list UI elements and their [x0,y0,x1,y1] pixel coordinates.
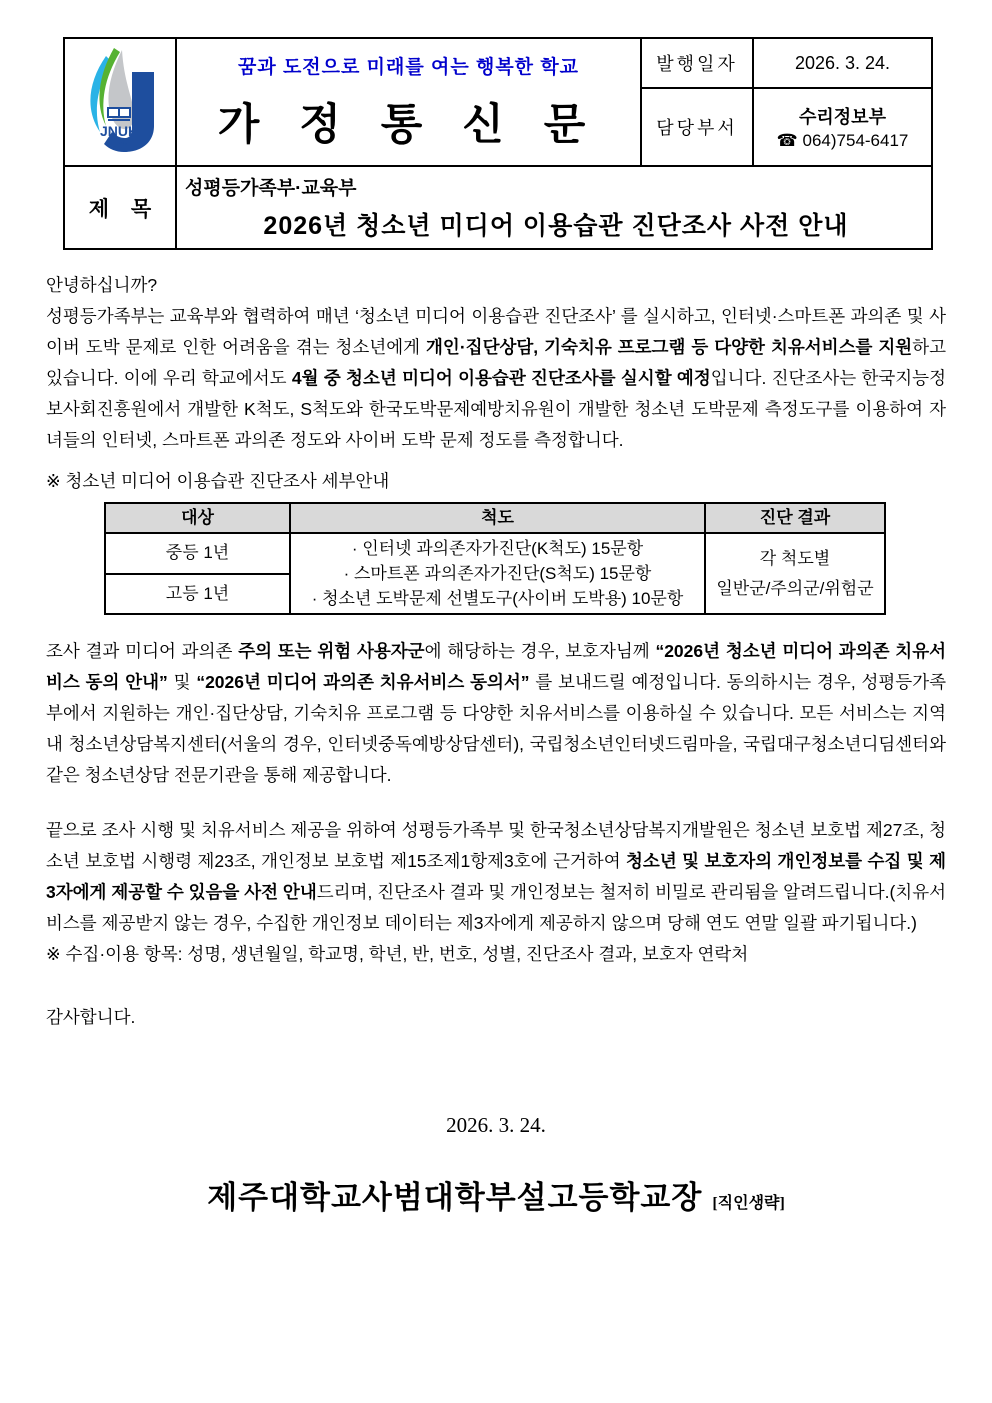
doc-title: 가 정 통 신 문 [217,101,600,149]
paragraph-privacy: 끝으로 조사 시행 및 치유서비스 제공을 위하여 성평등가족부 및 한국청소년상담복지개발원은 청소년 보호법 제27조, 청소년 보호법 시행령 제23조, 개인정보 보호법 제15조제1항제3호에 근거하여 청소년 및 보호자의 개인정보를 수집 및 제3자에게 제공할 수 있음을 사전 안내드리며, 진단조사 결과 및 개인정보는 철저히 비밀로 관리됨을 알려드립니다.(치유서비스를 제공받지 않는 경우, 수집한 개인정보 데이터는 제3자에게 제공하지 않으며 당해 연도 연말 일괄 파기됩니다.) [46,820,947,933]
detail-header-row [105,503,885,533]
dept-name: 수리정보부 [799,107,886,127]
dept-phone: ☎ 064)754-6417 [776,131,909,150]
header-scale: 척도 [290,503,705,533]
paragraph-intro: 성평등가족부는 교육부와 협력하여 매년 ‘청소년 미디어 이용습관 진단조사’ 를 실시하고, 인터넷·스마트폰 과의존 및 사이버 도박 문제로 인한 어려움을 겪는 청소년에게 개인·집단상담, 기숙치유 프로그램 등 다양한 치유서비스를 지원하고 있습니다. 이에 우리 학교에서도 4월 중 청소년 미디어 이용습관 진단조사를 실시할 예정입니다. 진단조사는 한국지능정보사회진흥원에서 개발한 K척도, S척도와 한국도박문제예방치유원이 개발한 청소년 도박문제 측정도구를 이용하여 자녀들의 인터넷, 스마트폰 과의존 정도와 사이버 도박 문제 정도를 측정합니다. [46,306,946,450]
collection-items-line: ※ 수집·이용 항목: 성명, 생년월일, 학교명, 학년, 반, 번호, 성별, 진단조사 결과, 보호자 연락처 [46,944,749,964]
seal-omitted-note: [직인생략] [712,1195,785,1212]
footer-date: 2026. 3. 24. [446,1113,546,1137]
logo-year-text: 1984 [108,139,130,150]
result-cell: 각 척도별 일반군/주의군/위험군 [705,533,885,614]
logo-org-text: JNUH [99,122,139,139]
school-logo-cell [64,38,176,166]
header-result: 진단 결과 [705,503,885,533]
scale-items-cell: · 인터넷 과의존자가진단(K척도) 15문항 · 스마트폰 과의존자가진단(S척도) 15문항 · 청소년 도박문제 선별도구(사이버 도박용) 10문항 [290,533,705,614]
survey-detail-table [104,502,886,615]
school-logo-graphic [72,42,168,158]
banner-cell [176,38,641,166]
table-row [105,533,885,574]
issue-date-label: 발행일자 [641,38,753,88]
target-high-school: 고등 1년 [105,574,290,615]
dept-value [753,88,932,166]
detail-note: ※ 청소년 미디어 이용습관 진단조사 세부안내 [46,471,390,491]
school-logo [72,42,168,158]
thanks-line: 감사합니다. [46,1007,136,1027]
masthead-table [63,37,933,250]
dept-label: 담당부서 [641,88,753,166]
signature-line [0,1172,992,1217]
issue-date-value: 2026. 3. 24. [753,38,932,88]
subject-label: 제 목 [64,166,176,249]
subject-org: 성평등가족부·교육부 [185,178,357,199]
subject-title: 2026년 청소년 미디어 이용습관 진단조사 사전 안내 [263,212,849,240]
greeting: 안녕하십니까? [46,275,158,295]
school-motto: 꿈과 도전으로 미래를 여는 행복한 학교 [237,57,580,78]
principal-signature: 제주대학교사범대학부설고등학교장 [207,1180,703,1215]
target-middle-school: 중등 1년 [105,533,290,574]
header-target: 대상 [105,503,290,533]
paragraph-services: 조사 결과 미디어 과의존 주의 또는 위험 사용자군에 해당하는 경우, 보호자님께 “2026년 청소년 미디어 과의존 치유서비스 동의 안내” 및 “2026년 미디어 과의존 치유서비스 동의서” 를 보내드릴 예정입니다. 동의하시는 경우, 성평등가족부에서 지원하는 개인·집단상담, 기숙치유 프로그램 등 다양한 치유서비스를 이용하실 수 있습니다. 모든 서비스는 지역 내 청소년상담복지센터(서울의 경우, 인터넷중독예방상담센터), 국립청소년인터넷드림마을, 국립대구청소년디딤센터와 같은 청소년상담 전문기관을 통해 제공합니다. [46,641,947,785]
letter-body [46,262,946,1033]
subject-cell [176,166,932,249]
